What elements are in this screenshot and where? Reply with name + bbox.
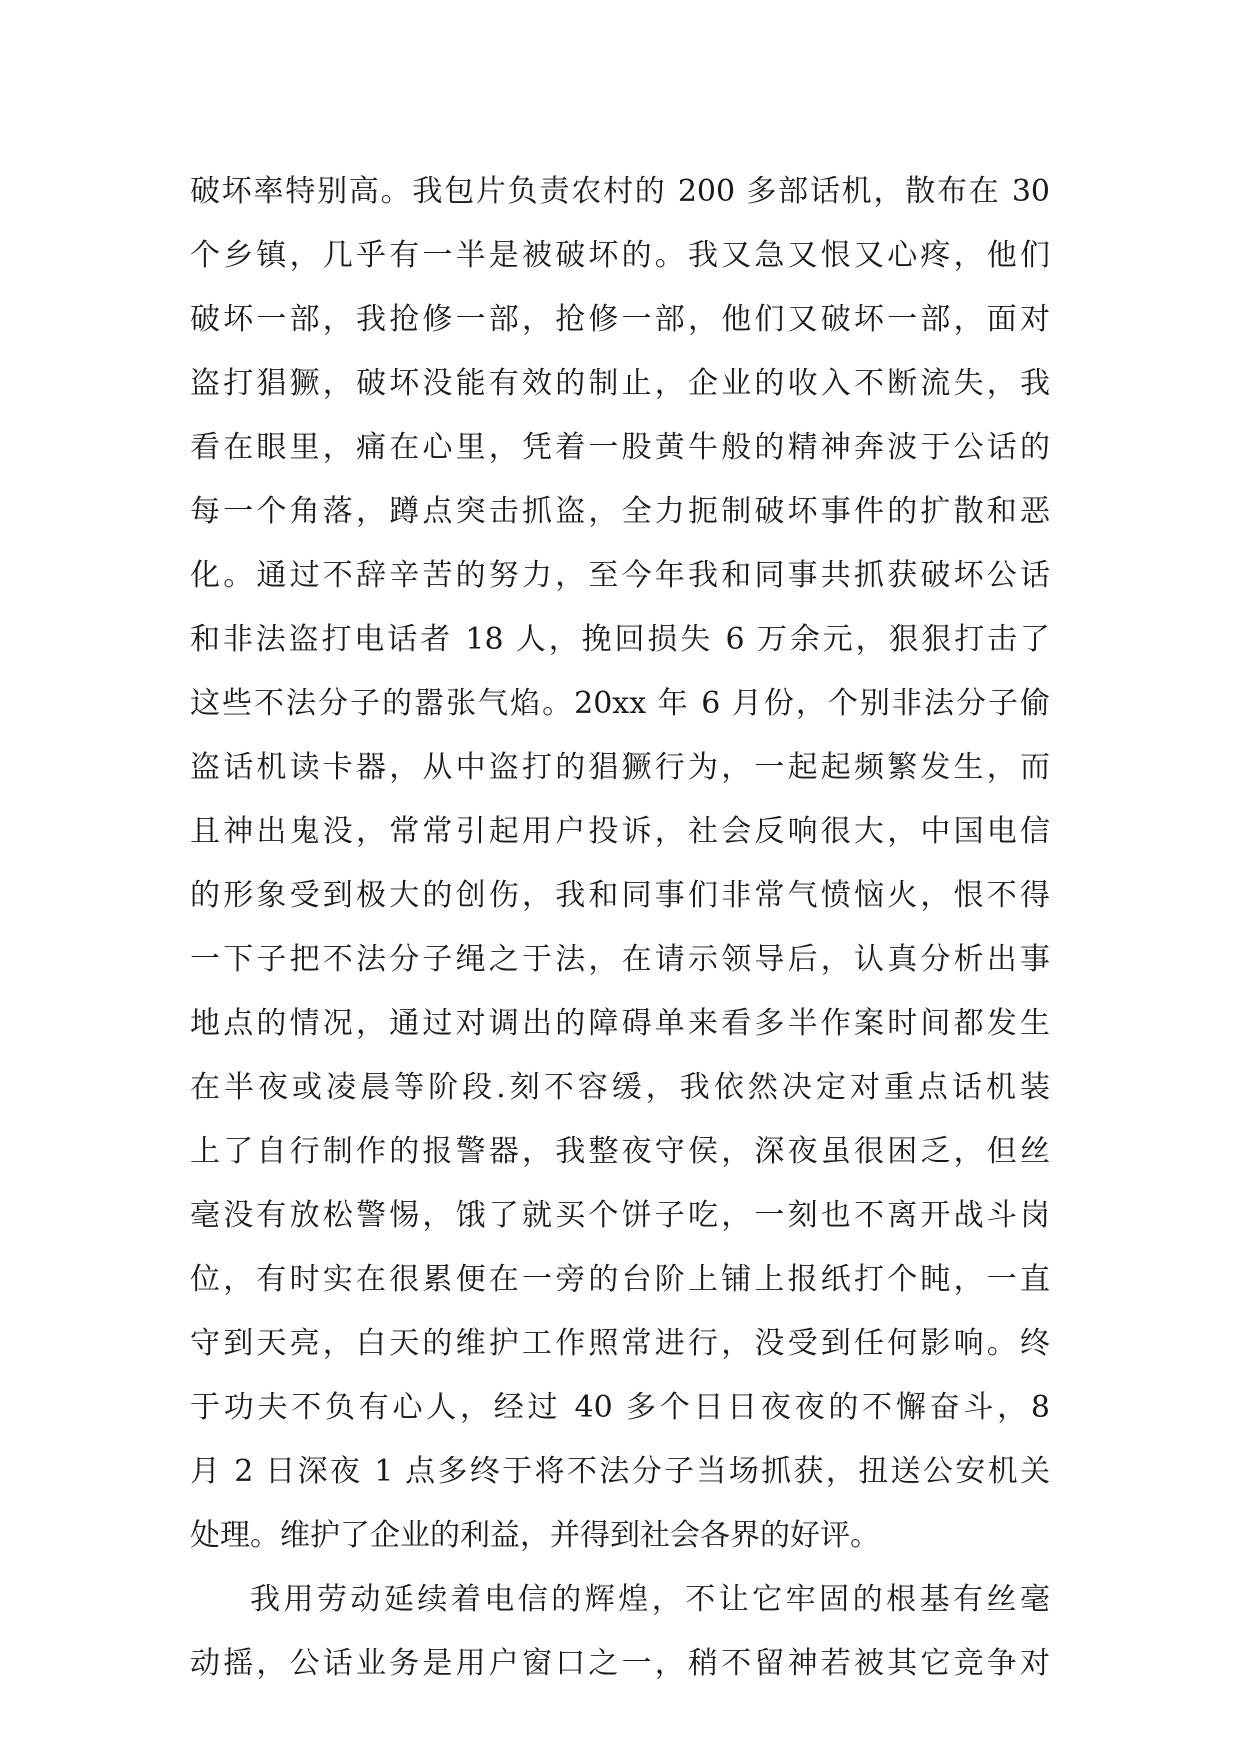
text-line: 位，有时实在很累便在一旁的台阶上铺上报纸打个盹，一直 (190, 1262, 1050, 1297)
text-line: 盗话机读卡器，从中盗打的猖獗行为，一起起频繁发生，而 (190, 750, 1050, 785)
text-line: 毫没有放松警惕，饿了就买个饼子吃，一刻也不离开战斗岗 (190, 1198, 1050, 1233)
text-line: 和非法盗打电话者 18 人，挽回损失 6 万余元，狠狠打击了 (190, 622, 1050, 657)
text-line: 每一个角落，蹲点突击抓盗，全力扼制破坏事件的扩散和恶 (190, 494, 1050, 529)
text-line: 看在眼里，痛在心里，凭着一股黄牛般的精神奔波于公话的 (190, 430, 1050, 465)
text-line: 破坏率特别高。我包片负责农村的 200 多部话机，散布在 30 (190, 174, 1050, 209)
text-line: 一下子把不法分子绳之于法，在请示领导后，认真分析出事 (190, 942, 1050, 977)
text-line: 的形象受到极大的创伤，我和同事们非常气愤恼火，恨不得 (190, 878, 1050, 913)
text-line: 动摇，公话业务是用户窗口之一，稍不留神若被其它竞争对 (190, 1646, 1050, 1681)
text-line: 地点的情况，通过对调出的障碍单来看多半作案时间都发生 (190, 1006, 1050, 1041)
text-line: 月 2 日深夜 1 点多终于将不法分子当场抓获，扭送公安机关 (190, 1454, 1050, 1489)
text-line: 于功夫不负有心人，经过 40 多个日日夜夜的不懈奋斗，8 (190, 1390, 1050, 1425)
document-body (190, 160, 1050, 1696)
text-line: 处理。维护了企业的利益，并得到社会各界的好评。 (190, 1518, 880, 1553)
paragraph (190, 160, 1050, 1568)
text-line: 这些不法分子的嚣张气焰。20xx 年 6 月份，个别非法分子偷 (190, 686, 1050, 721)
text-line: 上了自行制作的报警器，我整夜守侯，深夜虽很困乏，但丝 (190, 1134, 1050, 1169)
text-line: 且神出鬼没，常常引起用户投诉，社会反响很大，中国电信 (190, 814, 1050, 849)
text-line: 守到天亮，白天的维护工作照常进行，没受到任何影响。终 (190, 1326, 1050, 1361)
text-line: 盗打猖獗，破坏没能有效的制止，企业的收入不断流失，我 (190, 366, 1050, 401)
text-line: 化。通过不辞辛苦的努力，至今年我和同事共抓获破坏公话 (190, 558, 1050, 593)
text-line: 个乡镇，几乎有一半是被破坏的。我又急又恨又心疼，他们 (190, 238, 1050, 273)
text-line: 我用劳动延续着电信的辉煌，不让它牢固的根基有丝毫 (250, 1582, 1050, 1617)
text-line: 破坏一部，我抢修一部，抢修一部，他们又破坏一部，面对 (190, 302, 1050, 337)
paragraph (190, 1568, 1050, 1696)
text-line: 在半夜或凌晨等阶段.刻不容缓，我依然决定对重点话机装 (190, 1070, 1050, 1105)
